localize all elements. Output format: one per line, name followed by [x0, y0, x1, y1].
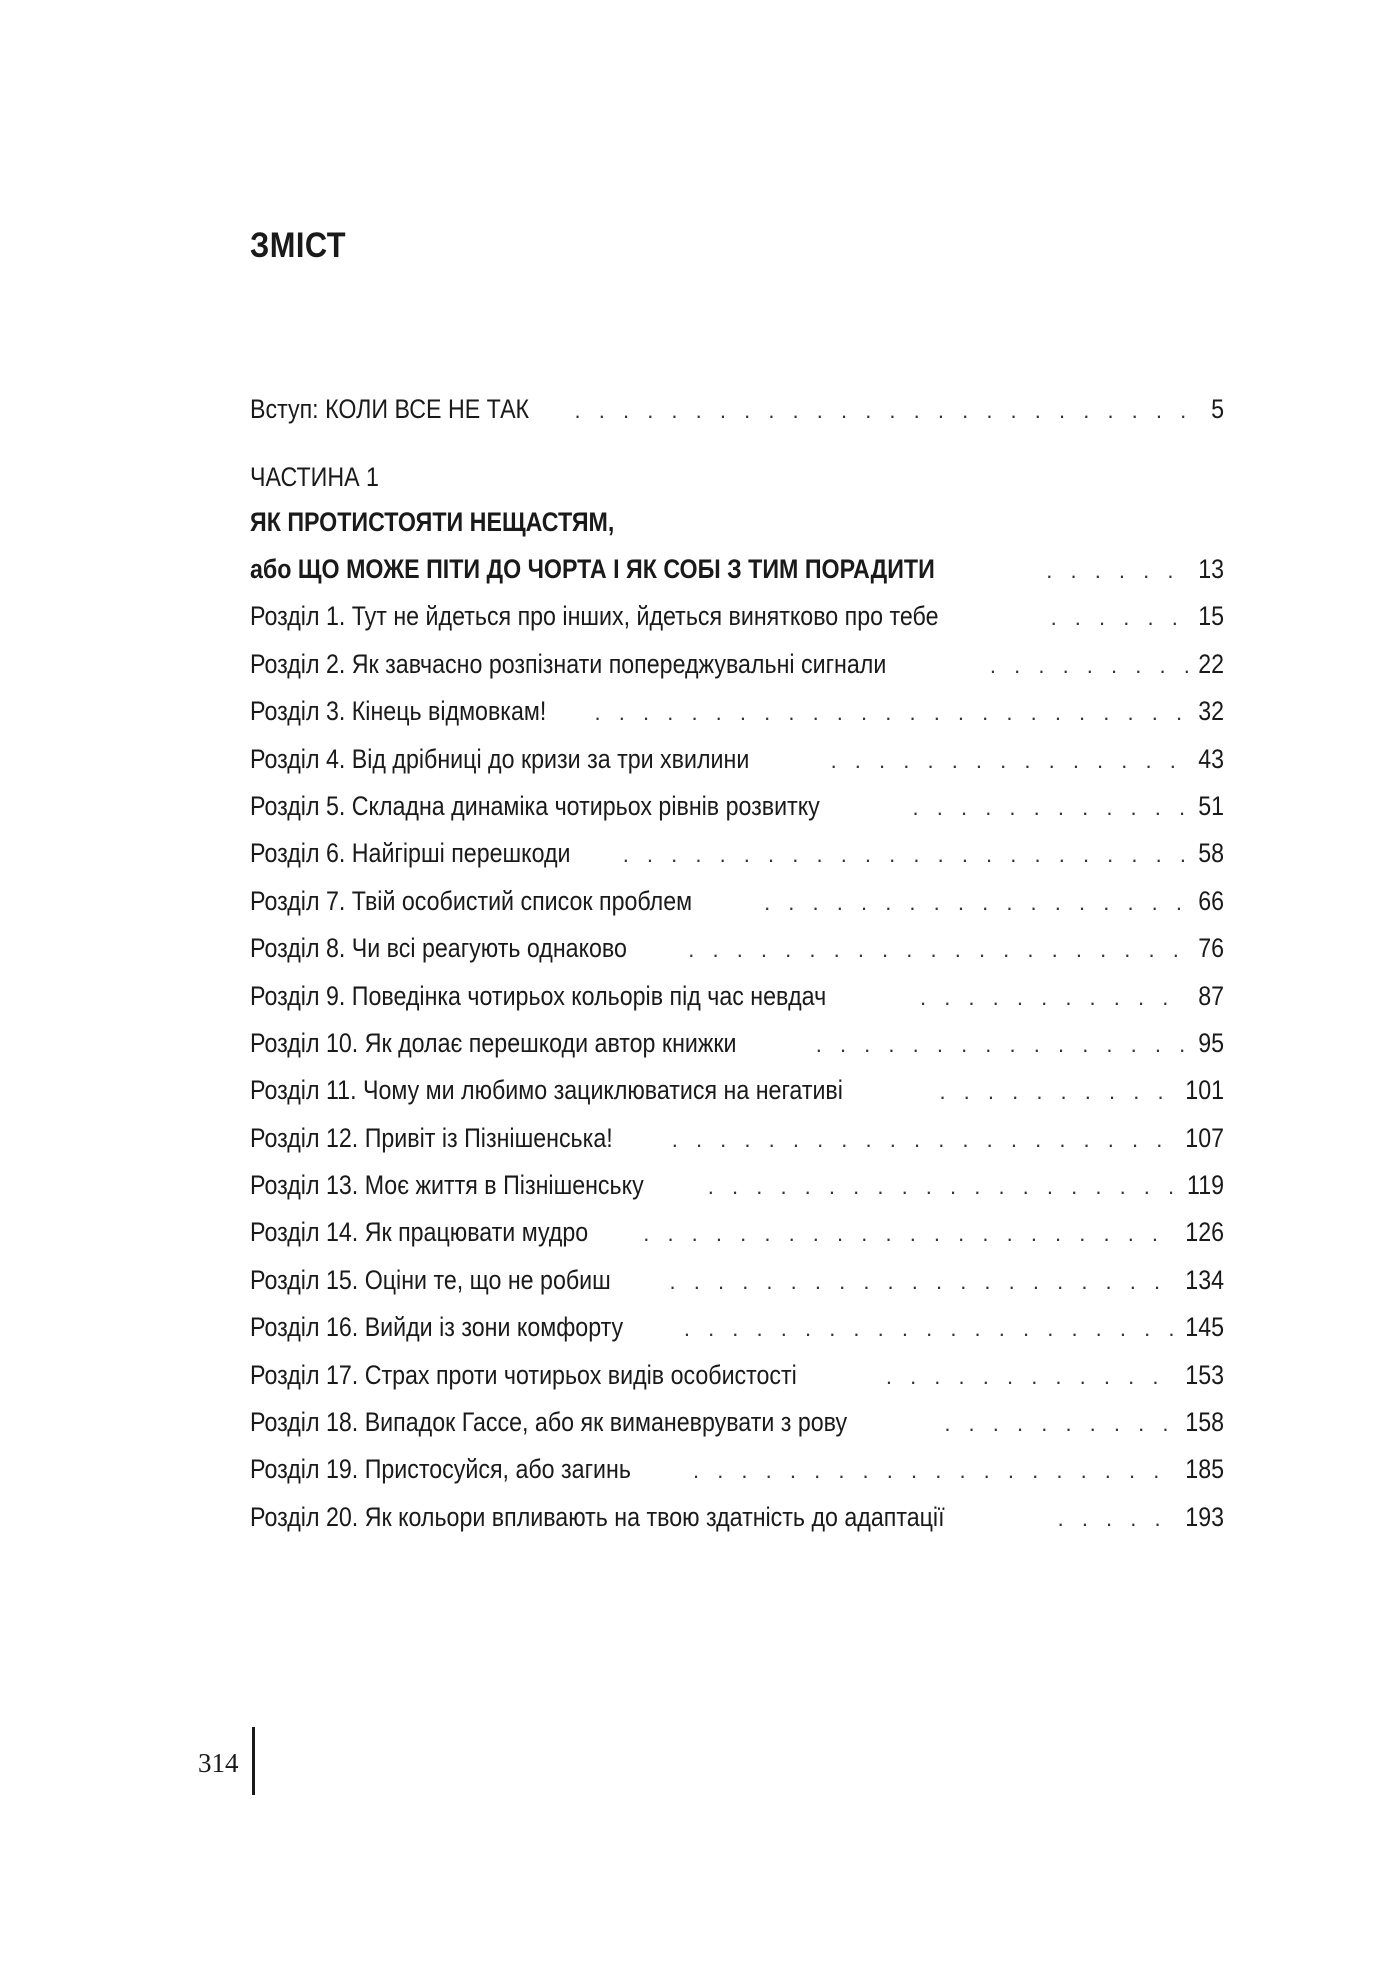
- toc-entry-chapter: [250, 688, 1224, 735]
- toc-entry-chapter: [250, 1494, 1224, 1541]
- part-heading-line2: або ЩО МОЖЕ ПІТИ ДО ЧОРТА І ЯК СОБІ З ТИМ ПОРАДИТИ: [250, 554, 935, 585]
- toc-entry-label: Вступ: КОЛИ ВСЕ НЕ ТАК: [250, 394, 530, 424]
- dot-leader: [990, 642, 1188, 689]
- toc-entry-label: Розділ 8. Чи всі реагують однаково: [250, 933, 627, 964]
- toc-entry-label: Розділ 9. Поведінка чотирьох кольорів під час невдач: [250, 980, 827, 1011]
- table-of-contents: [250, 386, 1224, 1541]
- toc-entry-page: 101: [1185, 1075, 1224, 1106]
- dot-leader: [708, 1163, 1175, 1210]
- toc-entry-label: Розділ 14. Як працювати мудро: [250, 1217, 589, 1248]
- toc-entry-part: [250, 545, 1224, 593]
- toc-entry-page: 87: [1198, 980, 1224, 1011]
- toc-entry-label: Розділ 13. Моє життя в Пізнішенську: [250, 1170, 644, 1201]
- toc-entry-label: Розділ 3. Кінець відмовкам!: [250, 696, 547, 727]
- toc-entry-page: 193: [1185, 1501, 1224, 1532]
- toc-entry-page: 22: [1198, 648, 1224, 679]
- dot-leader: [764, 879, 1188, 926]
- toc-entry-page: 145: [1185, 1312, 1224, 1343]
- toc-entry-page: 5: [1211, 394, 1224, 424]
- toc-entry-page: 119: [1186, 1170, 1224, 1201]
- toc-entry-chapter: [250, 973, 1224, 1020]
- part-label-text: ЧАСТИНА 1: [250, 462, 379, 493]
- part-label: [250, 455, 1224, 499]
- toc-entry-chapter: [250, 878, 1224, 925]
- toc-entry-label: Розділ 10. Як долає перешкоди автор книжки: [250, 1027, 737, 1058]
- dot-leader: [684, 1305, 1173, 1352]
- toc-entry-label: Розділ 2. Як завчасно розпізнати попереджувальні сигнали: [250, 648, 887, 679]
- toc-entry-page: 13: [1198, 554, 1224, 585]
- toc-entry-label: Розділ 12. Привіт із Пізнішенська!: [250, 1122, 613, 1153]
- toc-entry-label: Розділ 1. Тут не йдеться про інших, йдеться винятково про тебе: [250, 601, 939, 632]
- toc-entry-page: 58: [1198, 838, 1224, 869]
- toc-entry-chapter: [250, 1304, 1224, 1351]
- dot-leader: [672, 1116, 1173, 1163]
- dot-leader: [595, 689, 1188, 736]
- dot-leader: [623, 831, 1188, 878]
- toc-entry-chapter: [250, 1067, 1224, 1114]
- folio-rule: [252, 1727, 255, 1795]
- dot-leader: [670, 1258, 1173, 1305]
- toc-entry-page: 43: [1198, 743, 1224, 774]
- dot-leader: [643, 1210, 1173, 1257]
- toc-entry-chapter: [250, 1115, 1224, 1162]
- toc-entry-page: 185: [1185, 1454, 1224, 1485]
- dot-leader: [688, 926, 1188, 973]
- dot-leader: [1051, 594, 1188, 641]
- toc-entry-chapter: [250, 593, 1224, 640]
- toc-entry-chapter: [250, 736, 1224, 783]
- toc-entry-page: 32: [1198, 696, 1224, 727]
- toc-entry-page: 76: [1198, 933, 1224, 964]
- toc-entry-label: Розділ 5. Складна динаміка чотирьох рівнів розвитку: [250, 790, 820, 821]
- toc-entry-label: Розділ 16. Вийди із зони комфорту: [250, 1312, 624, 1343]
- part-heading-line1: [250, 499, 1224, 545]
- toc-entry-chapter: [250, 1209, 1224, 1256]
- toc-entry-chapter: [250, 830, 1224, 877]
- toc-entry-page: 66: [1198, 885, 1224, 916]
- dot-leader: [913, 784, 1188, 831]
- dot-leader: [831, 737, 1188, 784]
- dot-leader: [1058, 1495, 1173, 1542]
- dot-leader: [920, 974, 1188, 1021]
- toc-entry-label: Розділ 11. Чому ми любимо зациклюватися на негативі: [250, 1075, 843, 1106]
- dot-leader: [575, 387, 1203, 434]
- toc-entry-label: Розділ 20. Як кольори впливають на твою здатність до адаптації: [250, 1501, 945, 1532]
- toc-entry-label: Розділ 6. Найгірші перешкоди: [250, 838, 571, 869]
- toc-entry-intro: [250, 386, 1224, 433]
- page-number: 314: [198, 1748, 239, 1778]
- toc-entry-label: Розділ 18. Випадок Гассе, або як виманеврувати з рову: [250, 1407, 848, 1438]
- dot-leader: [693, 1447, 1173, 1494]
- toc-entry-page: 126: [1185, 1217, 1224, 1248]
- toc-entry-chapter: [250, 783, 1224, 830]
- toc-entry-page: 15: [1198, 601, 1224, 632]
- dot-leader: [816, 1021, 1188, 1068]
- toc-entry-chapter: [250, 1162, 1224, 1209]
- toc-entry-page: 107: [1185, 1122, 1224, 1153]
- dot-leader: [886, 1353, 1173, 1400]
- toc-entry-label: Розділ 19. Пристосуйся, або загинь: [250, 1454, 631, 1485]
- toc-entry-chapter: [250, 1352, 1224, 1399]
- toc-entry-chapter: [250, 1020, 1224, 1067]
- toc-entry-label: Розділ 15. Оціни те, що не робиш: [250, 1264, 611, 1295]
- toc-entry-page: 158: [1185, 1407, 1224, 1438]
- toc-entry-chapter: [250, 925, 1224, 972]
- toc-entry-page: 95: [1198, 1027, 1224, 1058]
- dot-leader: [1046, 547, 1188, 595]
- toc-entry-chapter: [250, 1446, 1224, 1493]
- page-title: ЗМІСТ: [250, 226, 347, 265]
- toc-entry-page: 153: [1185, 1359, 1224, 1390]
- toc-entry-label: Розділ 4. Від дрібниці до кризи за три хвилини: [250, 743, 750, 774]
- toc-entry-label: Розділ 17. Страх проти чотирьох видів особистості: [250, 1359, 797, 1390]
- toc-entry-page: 51: [1198, 790, 1224, 821]
- toc-entry-chapter: [250, 1399, 1224, 1446]
- toc-entry-label: Розділ 7. Твій особистий список проблем: [250, 885, 693, 916]
- toc-entry-chapter: [250, 1257, 1224, 1304]
- part-heading-text: ЯК ПРОТИСТОЯТИ НЕЩАСТЯМ,: [250, 507, 615, 538]
- dot-leader: [944, 1400, 1173, 1447]
- dot-leader: [939, 1068, 1173, 1115]
- toc-entry-chapter: [250, 641, 1224, 688]
- toc-entry-page: 134: [1185, 1264, 1224, 1295]
